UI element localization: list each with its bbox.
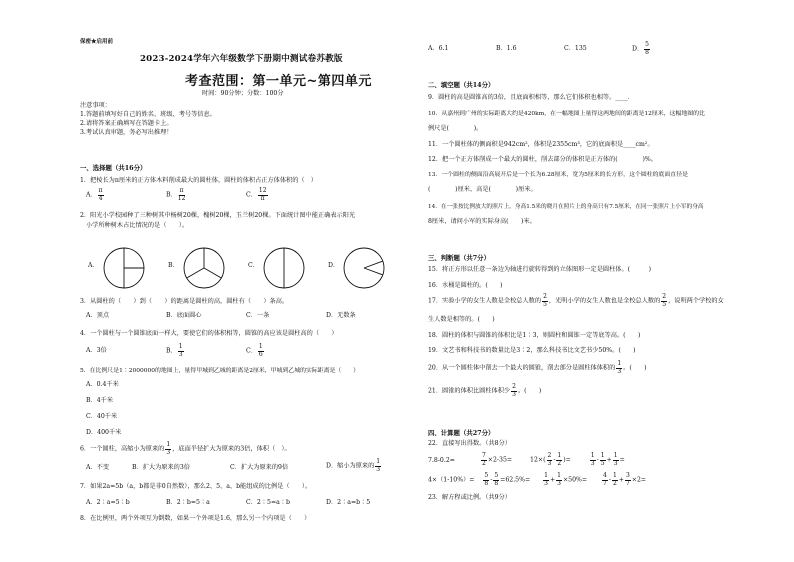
question-2-options bbox=[88, 246, 418, 290]
option-d[interactable] bbox=[326, 459, 382, 473]
question-1: 1．把棱长为π厘米的正方体木料削成最大的圆柱体，圆柱的体积占正方体体积的（ ） bbox=[80, 177, 317, 184]
frac-den: 6 bbox=[258, 350, 263, 358]
section4-heading: 四、计算题（共27分） bbox=[428, 429, 495, 437]
note-item: 1.答题前填写好自己的姓名、班级、考号等信息。 bbox=[80, 111, 216, 118]
question-12: 12．把一个正方体削成一个最大的圆柱，削去部分的体积是正方体的( )%。 bbox=[428, 156, 657, 163]
question-23: 23．解方程或比例。（共9分） bbox=[428, 494, 511, 501]
question-2-line1: 2．阳光小学校园种了三种树其中杨树20棵，槐树20棵，玉兰树20棵。下面统计图中能正确表示阳光 bbox=[80, 212, 356, 219]
option-b-label: B． bbox=[168, 262, 179, 269]
calc-item: + bbox=[549, 476, 556, 484]
frac-den: 5 bbox=[662, 300, 667, 308]
question-17-text: ，说明两个学校的女 bbox=[668, 297, 724, 305]
frac-num: 5 bbox=[645, 41, 649, 48]
calc-item: 12×( bbox=[530, 456, 546, 464]
notes-heading: 注意事项： bbox=[80, 102, 111, 109]
frac-den: 4 bbox=[98, 194, 103, 202]
question-6-text: 6．一个圆柱，高缩小为原来的 bbox=[80, 445, 165, 453]
option-b[interactable]: B．2∶b=5∶a bbox=[166, 499, 210, 506]
option-b[interactable]: B．扩大为原来的3倍 bbox=[132, 464, 190, 471]
calc-item: 7.8-0.2= bbox=[428, 456, 455, 464]
question-7: 7．如果2a=5b（a，b都是非0自然数），那么2、5、a、b能组成的比例是（ ）。 bbox=[80, 483, 312, 490]
option-c-label: C． bbox=[248, 262, 259, 269]
note-item: 2.请将答案正确填写在答题卡上。 bbox=[80, 120, 173, 127]
calc-item: =62.5%= bbox=[500, 476, 531, 484]
frac-num: 2 bbox=[543, 293, 547, 300]
question-2-line2: 小学所种树木占比情况的是（ ）。 bbox=[86, 222, 189, 229]
frac-den: 3 bbox=[166, 448, 171, 456]
question-8: 8．在比例里，两个外项互为倒数，如果一个外项是1.6，那么另一个内项是（ ） bbox=[80, 515, 311, 522]
option-c[interactable]: C．扩大为原来的9倍 bbox=[230, 464, 289, 471]
option-b[interactable]: B．1.6 bbox=[496, 45, 517, 52]
frac-den: 3 bbox=[376, 465, 381, 473]
calc-item: + bbox=[606, 456, 612, 464]
question-6-tail: ，底面半径扩大为原来的3倍，体积（ ）。 bbox=[172, 445, 291, 453]
calc-item: - bbox=[596, 456, 599, 464]
calc-item: ×2-35= bbox=[487, 456, 513, 464]
section1-heading: 一、选择题（共16分） bbox=[80, 164, 147, 172]
question-7-options bbox=[86, 499, 406, 507]
question-3: 3．从圆柱的（ ）到（ ）的距离是圆柱的高，圆柱有（ ）条高。 bbox=[80, 298, 289, 305]
frac-num: π bbox=[179, 187, 184, 194]
question-21-tail: 。( ) bbox=[517, 387, 542, 395]
frac-num: 1 bbox=[166, 441, 171, 448]
question-10-line1: 10．从嘉州到广州的实际距离大约是420km，在一幅地图上量得这两地间的距离是12厘米，这幅地图的比 bbox=[428, 111, 705, 117]
question-5: 5．在比例尺是1∶2000000的地图上，量得甲城到乙城的距离是2厘米，甲城到乙城的实际距离是（ ） bbox=[80, 368, 359, 374]
exam-title: 2023-2024学年六年级数学下册期中测试卷苏教版 bbox=[140, 54, 343, 64]
calc-item: - bbox=[553, 456, 556, 464]
option-b[interactable]: B．4千米 bbox=[86, 397, 114, 404]
question-19: 19．文艺书和科技书的数量比是3∶2，那么科技书比文艺书少50%。( ) bbox=[428, 347, 636, 354]
question-17-text: ，光明小学的女生人数也是全校总人数的 bbox=[548, 297, 661, 305]
option-label: D． bbox=[632, 45, 644, 53]
frac-num: 1 bbox=[376, 458, 381, 465]
question-21 bbox=[428, 384, 541, 398]
time-score: 时间：90分钟；分数：100分 bbox=[202, 90, 284, 97]
pie-chart-c[interactable] bbox=[262, 246, 306, 290]
calc-item: - bbox=[608, 476, 611, 484]
option-label: B． bbox=[166, 191, 177, 199]
calc-item: )= bbox=[563, 456, 571, 464]
option-d-label: D． bbox=[328, 262, 340, 269]
option-c[interactable]: C．135 bbox=[564, 45, 587, 52]
pie-chart-d[interactable] bbox=[342, 246, 386, 290]
question-20 bbox=[428, 361, 647, 375]
frac-den: 5 bbox=[543, 300, 547, 308]
question-17-line1 bbox=[428, 294, 724, 308]
option-c[interactable]: C．2∶5=a∶b bbox=[246, 499, 291, 506]
option-a[interactable]: A．2∶a=5∶b bbox=[86, 499, 130, 506]
question-3-options bbox=[86, 312, 406, 320]
option-d[interactable]: D．2∶a=b∶5 bbox=[326, 499, 371, 506]
question-14-line2: 8厘米，请问小军的实际身高( )米。 bbox=[428, 218, 536, 225]
frac-num: π bbox=[98, 187, 103, 194]
calc-row-2: 4×（1-10%）= $\frac{5}{8}$ - $\frac{5}{8}$ =62.5%= $\frac{1}{3}$ + $\frac{1}{3}$ ×50%= $\frac{4}{7}$ - $\frac{1}{2}$ + $\frac{3}{7}$ ×2= bbox=[428, 472, 647, 487]
calc-item: 4×（1-10%）= bbox=[428, 476, 475, 484]
option-c[interactable] bbox=[246, 344, 326, 358]
pie-chart-b[interactable] bbox=[182, 246, 226, 290]
question-4: 4．一个圆柱与一个圆锥底面一样大，要使它们的体积相等，圆锥的高应该是圆柱高的（ ） bbox=[80, 330, 338, 337]
left-page bbox=[80, 0, 450, 562]
frac-num: 12 bbox=[258, 187, 267, 194]
option-b[interactable] bbox=[166, 344, 246, 358]
question-11: 11．一个圆柱体的侧面积是942cm²，体积是2355cm³，它的底面积是____cm²。 bbox=[428, 141, 654, 148]
right-page bbox=[428, 0, 794, 562]
option-a[interactable]: A．0.4千米 bbox=[86, 381, 119, 388]
option-b[interactable] bbox=[166, 188, 246, 202]
option-c[interactable] bbox=[246, 188, 326, 202]
option-label: D．缩小为原来的 bbox=[326, 462, 375, 470]
frac-num: 2 bbox=[662, 293, 667, 300]
option-label: C． bbox=[246, 347, 257, 355]
option-label: C． bbox=[246, 191, 257, 199]
question-1-options bbox=[86, 188, 326, 202]
question-22: 22．直接写出得数。（共8分） bbox=[428, 440, 511, 447]
frac-den: 3 bbox=[617, 367, 622, 375]
exam-scope: 考查范围：第一单元~第四单元 bbox=[185, 74, 372, 89]
frac-den: 3 bbox=[512, 390, 516, 398]
option-d[interactable]: D．无数条 bbox=[326, 312, 356, 319]
frac-num: 2 bbox=[512, 383, 516, 390]
question-9: 9．圆柱的高是圆锥高的3倍，且底面积相等，那么它们体积也相等。____． bbox=[428, 94, 634, 101]
option-a[interactable]: A．顶点 bbox=[86, 312, 110, 319]
frac-den: 3 bbox=[178, 350, 183, 358]
question-14-line1: 14．在一张按比例放大的照片上，身高1.5米的晓月在照片上的身高只有7.5厘米，在同一张照片上小军的身高 bbox=[428, 204, 704, 210]
frac-num: 1 bbox=[617, 360, 622, 367]
option-d[interactable]: D．400千米 bbox=[86, 429, 122, 436]
section2-heading: 二、填空题（共14分） bbox=[428, 81, 495, 89]
calc-item: - bbox=[490, 476, 493, 484]
option-a-label: A． bbox=[88, 262, 99, 269]
note-item: 3.考试认真审题，务必写出推理！ bbox=[80, 129, 173, 136]
option-d[interactable] bbox=[632, 42, 700, 56]
option-a[interactable]: A．3倍 bbox=[86, 347, 107, 354]
question-17-line2: 生人数是相等的。( ) bbox=[428, 316, 495, 323]
option-label: B． bbox=[166, 347, 177, 355]
calc-item: ×50%= bbox=[562, 476, 588, 484]
question-15: 15．将正方形以任意一条边为轴进行旋转得到的立体图形一定是圆柱体。( ) bbox=[428, 266, 652, 273]
question-13-line1: 13．一个圆柱的侧面沿高展开后是一个长为6.28厘米，宽为5厘米的长方形，这个圆柱的底面直径是 bbox=[428, 172, 688, 178]
question-10-line2: 例尺是( )。 bbox=[428, 125, 483, 132]
question-21-text: 21．圆锥的体积比圆柱体积少 bbox=[428, 387, 511, 395]
calc-item: = bbox=[619, 456, 625, 464]
confidential-label: 保密★启用前 bbox=[80, 39, 114, 45]
question-6 bbox=[80, 442, 291, 456]
frac-num: 1 bbox=[258, 343, 263, 350]
pie-chart-a[interactable] bbox=[102, 246, 146, 290]
option-a[interactable]: A．不变 bbox=[86, 464, 110, 471]
calc-item: + bbox=[618, 476, 624, 484]
frac-num: 1 bbox=[178, 343, 183, 350]
question-4-options bbox=[86, 344, 326, 358]
question-8-options bbox=[428, 42, 700, 56]
question-20-text: 20．从一个圆柱体中削去一个最大的圆锥，削去部分是圆柱体体积的 bbox=[428, 364, 616, 372]
frac-den: 8 bbox=[645, 48, 649, 56]
option-c[interactable]: C．40千米 bbox=[86, 413, 118, 420]
frac-den: π bbox=[260, 194, 265, 202]
option-b[interactable]: B．底面圆心 bbox=[166, 312, 202, 319]
question-13-line2: ( )厘米，高是( )厘米。 bbox=[428, 186, 537, 193]
frac-den: 12 bbox=[177, 194, 186, 202]
calc-item: ×2= bbox=[631, 476, 647, 484]
option-a[interactable]: A．6.1 bbox=[428, 45, 449, 52]
calc-row-1: 7.8-0.2= $\frac{7}{2}$ ×2-35= 12×( $\frac{2}{3}$ - $\frac{1}{2}$ )= $\frac{1}{3}$ - $\frac{1}{5}$ + $\frac{1}{3}$ = bbox=[428, 452, 625, 467]
section3-heading: 三、判断题（共7分） bbox=[428, 254, 490, 262]
question-18: 18．圆柱的体积与圆锥的体积比是1∶3，则圆柱和圆锥一定等底等高。( ) bbox=[428, 332, 641, 339]
option-c[interactable]: C．一条 bbox=[246, 312, 270, 319]
option-a[interactable] bbox=[86, 188, 166, 202]
question-17-text: 17．实验小学的女生人数是全校总人数的 bbox=[428, 297, 542, 305]
question-20-tail: 。( ) bbox=[623, 364, 647, 372]
option-label: A． bbox=[86, 191, 97, 199]
question-16: 16．水桶是圆柱的。( ) bbox=[428, 282, 503, 289]
